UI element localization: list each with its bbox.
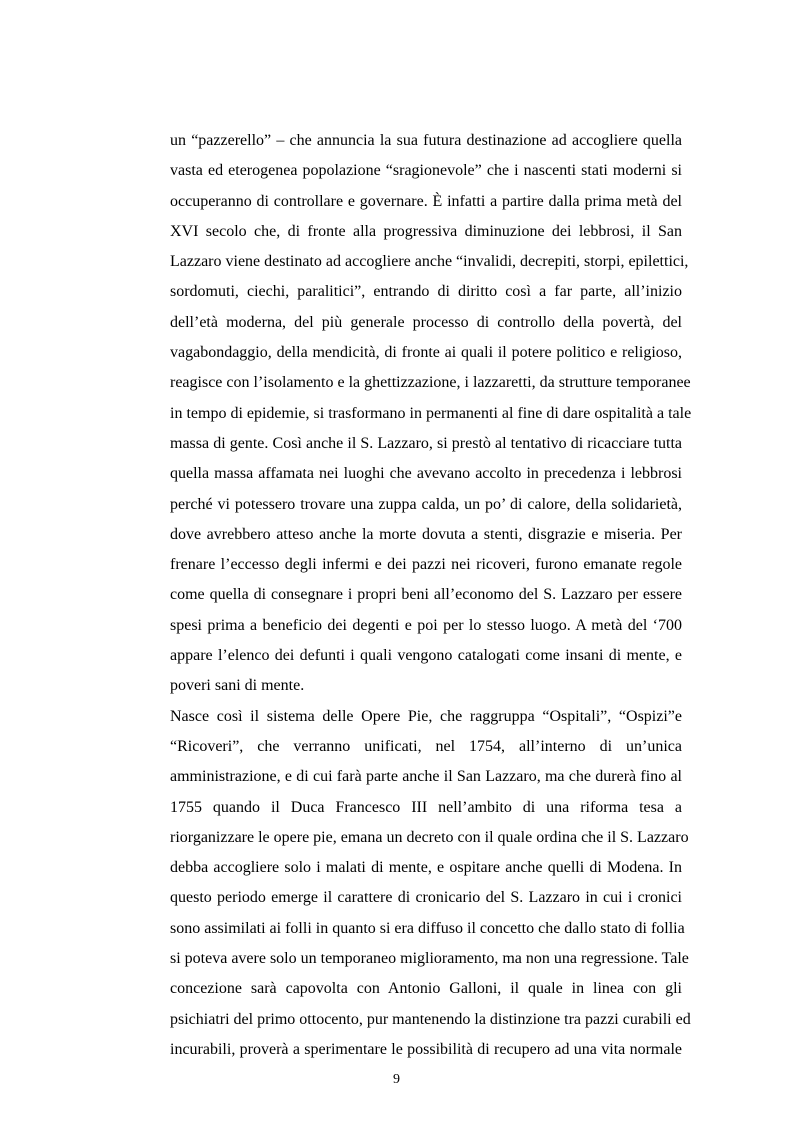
paragraph-2: [170, 702, 691, 1066]
text-line: si poteva avere solo un temporaneo miglioramento, ma non una regressione. Tale: [170, 950, 689, 968]
text-line: vagabondaggio, della mendicità, di fronte ai quali il potere politico e religioso,: [170, 344, 682, 362]
text-line: Nasce così il sistema delle Opere Pie, che raggruppa “Ospitali”, “Ospizi”e: [170, 707, 682, 725]
text-line: massa di gente. Così anche il S. Lazzaro, si prestò al tentativo di ricacciare tutta: [170, 434, 682, 452]
text-line: 1755 quando il Duca Francesco III nell’ambito di una riforma tesa a: [170, 798, 682, 816]
text-line: sono assimilati ai folli in quanto si era diffuso il concetto che dallo stato di follia: [170, 919, 685, 937]
text-line: come quella di consegnare i propri beni all’economo del S. Lazzaro per essere: [170, 586, 682, 604]
text-line: sordomuti, ciechi, paralitici”, entrando di diritto così a far parte, all’inizio: [170, 283, 682, 301]
page-number: 9: [393, 1072, 400, 1087]
text-line: quella massa affamata nei luoghi che avevano accolto in precedenza i lebbrosi: [170, 465, 682, 483]
text-line: spesi prima a beneficio dei degenti e poi per lo stesso luogo. A metà del ‘700: [170, 616, 682, 634]
text-line: psichiatri del primo ottocento, pur mantenendo la distinzione tra pazzi curabili ed: [170, 1010, 691, 1028]
text-line: concezione sarà capovolta con Antonio Galloni, il quale in linea con gli: [170, 980, 682, 998]
text-line: reagisce con l’isolamento e la ghettizzazione, i lazzaretti, da strutture temporanee: [170, 374, 691, 392]
text-line: frenare l’eccesso degli infermi e dei pazzi nei ricoveri, furono emanate regole: [170, 556, 682, 574]
text-line: perché vi potessero trovare una zuppa calda, un po’ di calore, della solidarietà,: [170, 495, 682, 513]
text-line: “Ricoveri”, che verranno unificati, nel 1754, all’interno di un’unica: [170, 737, 682, 755]
text-line: amministrazione, e di cui farà parte anche il San Lazzaro, ma che durerà fino al: [170, 768, 682, 786]
text-line: vasta ed eterogenea popolazione “sragionevole” che i nascenti stati moderni si: [170, 162, 682, 180]
text-line: dell’età moderna, del più generale processo di controllo della povertà, del: [170, 313, 682, 331]
text-line: dove avrebbero atteso anche la morte dovuta a stenti, disgrazie e miseria. Per: [170, 525, 682, 543]
text-line: incurabili, proverà a sperimentare le possibilità di recupero ad una vita normale: [170, 1040, 682, 1058]
text-line: XVI secolo che, di fronte alla progressiva diminuzione dei lebbrosi, il San: [170, 222, 682, 240]
text-line: appare l’elenco dei defunti i quali vengono catalogati come insani di mente, e: [170, 647, 682, 665]
text-line: riorganizzare le opere pie, emana un decreto con il quale ordina che il S. Lazzaro: [170, 828, 689, 846]
text-line: questo periodo emerge il carattere di cronicario del S. Lazzaro in cui i cronici: [170, 889, 682, 907]
text-line: in tempo di epidemie, si trasformano in permanenti al fine di dare ospitalità a tale: [170, 404, 692, 422]
text-line: poveri sani di mente.: [170, 677, 305, 695]
body-text: [170, 126, 692, 1065]
text-line: un “pazzerello” – che annuncia la sua futura destinazione ad accogliere quella: [170, 132, 682, 149]
text-line: Lazzaro viene destinato ad accogliere anche “invalidi, decrepiti, storpi, epilettici,: [170, 253, 689, 271]
text-line: debba accogliere solo i malati di mente, e ospitare anche quelli di Modena. In: [170, 859, 682, 877]
paragraph-1: [170, 126, 692, 702]
text-line: occuperanno di controllare e governare. È infatti a partire dalla prima metà del: [170, 192, 682, 210]
